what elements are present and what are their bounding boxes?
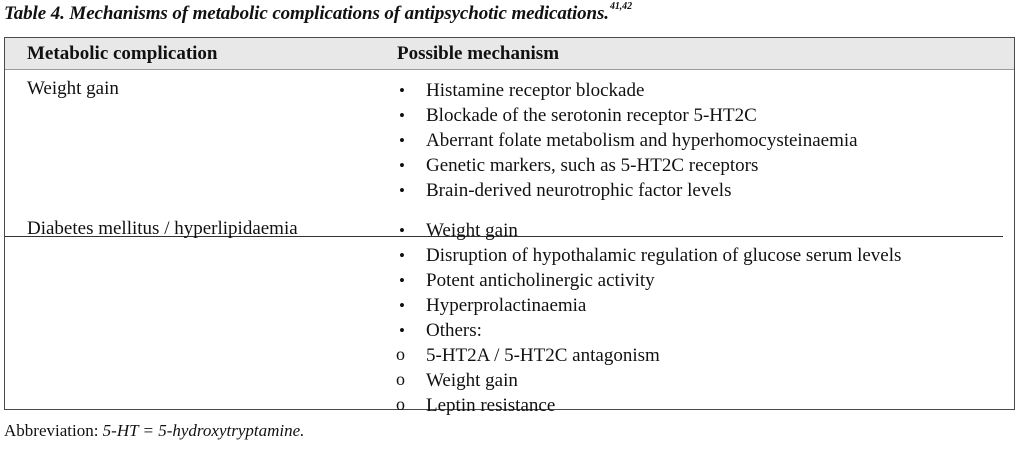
bullet-icon: • xyxy=(399,131,405,150)
sub-bullet-icon: o xyxy=(396,344,405,364)
header-metabolic-complication: Metabolic complication xyxy=(27,43,218,64)
bullet-icon: • xyxy=(399,271,405,290)
bullet-icon: • xyxy=(399,156,405,175)
mechanism-list xyxy=(397,78,858,203)
table-row-diabetes-hyperlipidaemia xyxy=(5,210,1014,416)
mechanism-item xyxy=(397,218,901,243)
bullet-icon: • xyxy=(399,296,405,315)
mechanism-item xyxy=(397,178,858,203)
complication-cell: Weight gain xyxy=(27,78,119,99)
sub-mechanism-text: Leptin resistance xyxy=(426,395,556,416)
bullet-icon: • xyxy=(399,181,405,200)
mechanism-text: Potent anticholinergic activity xyxy=(426,270,655,291)
complication-cell: Diabetes mellitus / hyperlipidaemia xyxy=(27,218,298,239)
caption-references: 41,42 xyxy=(609,1,632,12)
table-header-row xyxy=(5,38,1014,70)
mechanism-text: Brain-derived neurotrophic factor levels xyxy=(426,180,732,201)
abbreviation-footnote xyxy=(4,421,304,441)
sub-mechanism-item xyxy=(368,343,872,368)
mechanism-text: Genetic markers, such as 5-HT2C receptors xyxy=(426,155,759,176)
footnote-definition: 5-HT = 5-hydroxytryptamine. xyxy=(102,421,305,440)
caption-text: Table 4. Mechanisms of metabolic complications of antipsychotic medications. xyxy=(4,3,609,24)
sub-mechanism-text: 5-HT2A / 5-HT2C antagonism xyxy=(426,345,660,366)
footnote-prefix: Abbreviation: xyxy=(4,421,103,440)
mechanism-item xyxy=(397,243,901,268)
mechanism-text: Hyperprolactinaemia xyxy=(426,295,587,316)
mechanism-item xyxy=(397,78,858,103)
mechanism-text: Blockade of the serotonin receptor 5-HT2C xyxy=(426,105,757,126)
bullet-icon: • xyxy=(399,81,405,100)
bullet-icon: • xyxy=(399,321,405,340)
header-possible-mechanism: Possible mechanism xyxy=(397,43,560,64)
mechanisms-table xyxy=(4,37,1015,416)
sub-mechanism-text: Weight gain xyxy=(426,370,518,391)
others-sublist xyxy=(397,343,901,418)
bullet-icon: • xyxy=(399,106,405,125)
mechanism-item xyxy=(397,318,901,343)
sub-bullet-icon: o xyxy=(396,394,405,414)
sub-bullet-icon: o xyxy=(396,369,405,389)
mechanism-item xyxy=(397,268,901,293)
mechanism-text: Histamine receptor blockade xyxy=(426,80,645,101)
mechanism-text: Aberrant folate metabolism and hyperhomocysteinaemia xyxy=(426,130,858,151)
sub-mechanism-item xyxy=(368,368,872,393)
mechanism-item xyxy=(397,153,858,178)
table-caption xyxy=(4,3,632,25)
mechanism-text: Others: xyxy=(426,320,482,341)
mechanism-item xyxy=(397,128,858,153)
mechanism-item xyxy=(397,293,901,318)
mechanism-text: Disruption of hypothalamic regulation of glucose serum levels xyxy=(426,245,902,266)
bullet-icon: • xyxy=(399,246,405,265)
sub-mechanism-item xyxy=(368,393,872,418)
mechanism-list xyxy=(397,218,901,418)
mechanism-item xyxy=(397,103,858,128)
others-sublist-container xyxy=(397,343,901,418)
bullet-icon: • xyxy=(399,221,405,240)
mechanism-text: Weight gain xyxy=(426,220,518,241)
